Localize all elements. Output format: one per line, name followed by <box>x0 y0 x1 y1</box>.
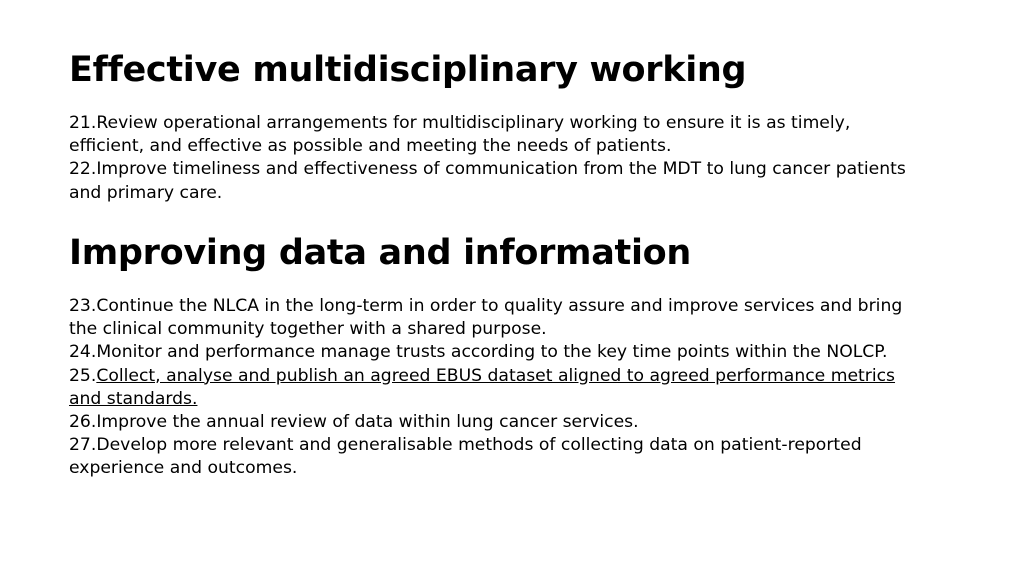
item-text: Review operational arrangements for multidisciplinary working to ensure it is as timely, efficient, and effective as possible and meeting the needs of patients. <box>69 113 851 157</box>
recommendation-item <box>69 411 919 434</box>
section-heading: Effective multidisciplinary working <box>69 50 747 90</box>
recommendation-list <box>69 112 919 205</box>
ebus-dataset-link[interactable]: Collect, analyse and publish an agreed EBUS dataset aligned to agreed performance metrics and standards. <box>69 365 896 409</box>
item-number: 22. <box>69 159 97 180</box>
recommendation-item <box>69 341 919 364</box>
item-number: 25. <box>69 365 97 386</box>
recommendation-item <box>69 295 919 341</box>
item-number: 23. <box>69 296 97 316</box>
item-number: 24. <box>69 342 97 363</box>
section-multidisciplinary-working <box>69 46 919 205</box>
item-number: 21. <box>69 113 97 133</box>
recommendation-item <box>69 434 919 480</box>
item-text: Improve timeliness and effectiveness of communication from the MDT to lung cancer patients and primary care. <box>69 159 906 203</box>
recommendation-item <box>69 365 919 411</box>
item-text: Monitor and performance manage trusts according to the key time points within the NOLCP. <box>96 342 888 363</box>
item-text: Improve the annual review of data within lung cancer services. <box>96 412 639 433</box>
recommendation-item <box>69 158 919 204</box>
item-number: 26. <box>69 412 97 433</box>
section-heading: Improving data and information <box>69 233 692 273</box>
item-text: Continue the NLCA in the long-term in order to quality assure and improve services and bring the clinical community together with a shared purpose. <box>69 296 903 340</box>
section-data-and-information <box>69 229 919 481</box>
item-number: 27. <box>69 435 97 456</box>
recommendation-item <box>69 112 919 158</box>
recommendation-list <box>69 295 919 481</box>
item-text: Develop more relevant and generalisable methods of collecting data on patient-reported experience and outcomes. <box>69 435 862 479</box>
